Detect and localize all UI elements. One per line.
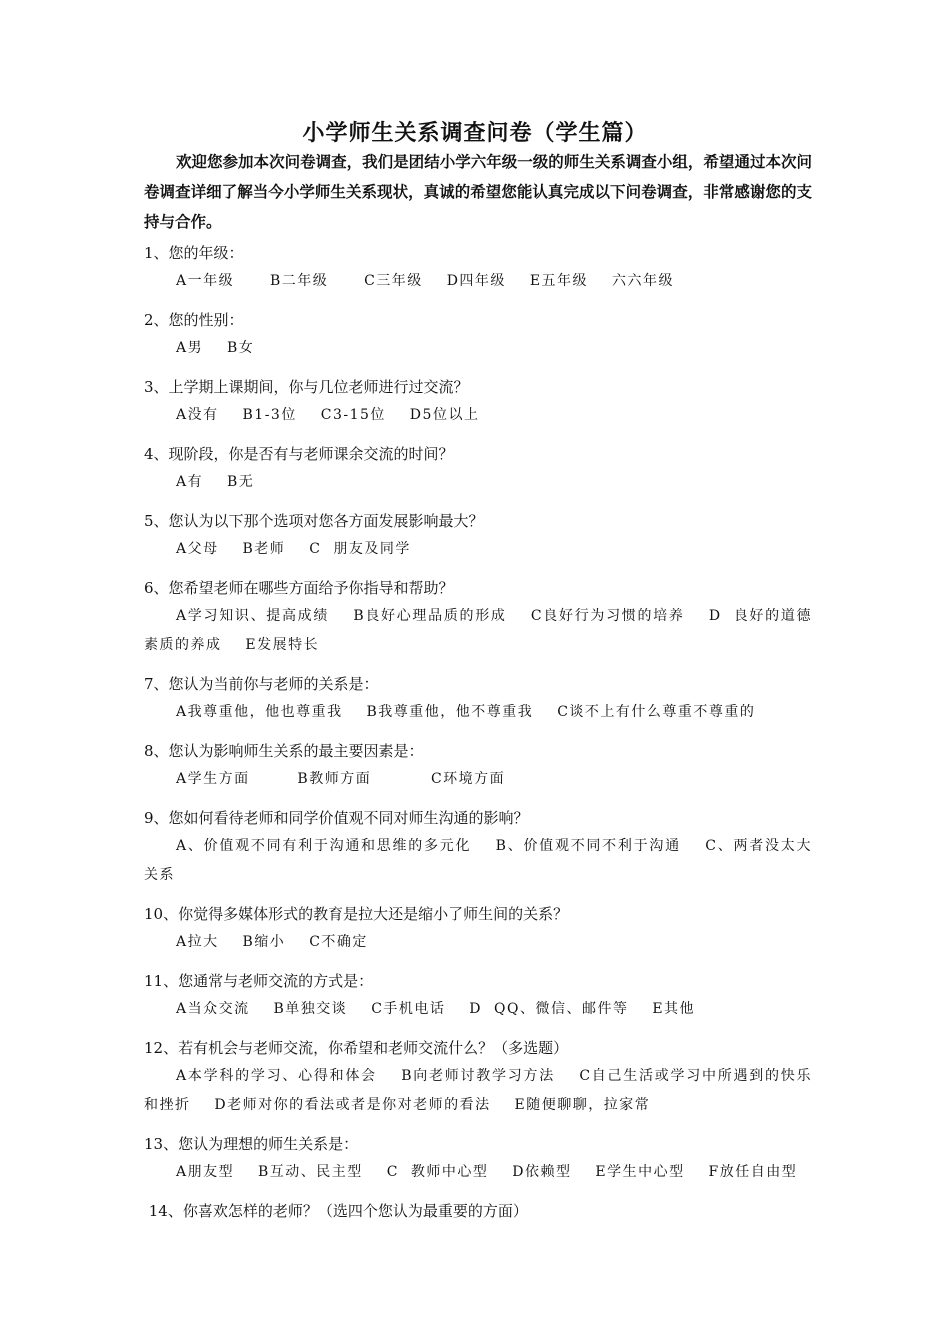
question-item (144, 507, 812, 564)
question-options: A本学科的学习、心得和体会 B向老师讨教学习方法 C自己生活或学习中所遇到的快乐和挫折 D老师对你的看法或者是你对老师的看法 E随便聊聊，拉家常 (144, 1068, 812, 1113)
question-text: 9、您如何看待老师和同学价值观不同对师生沟通的影响？ (144, 809, 529, 827)
question-options: A朋友型 B互动、民主型 C 教师中心型 D依赖型 E学生中心型 F放任自由型 (176, 1164, 798, 1180)
question-item (144, 373, 812, 430)
question-text: 8、您认为影响师生关系的最主要因素是： (144, 742, 424, 760)
question-item (144, 1197, 812, 1225)
question-item (144, 737, 812, 794)
question-text: 3、上学期上课期间，你与几位老师进行过交流？ (144, 378, 469, 396)
question-options: A学生方面 B教师方面 C环境方面 (176, 771, 506, 787)
question-options: A当众交流 B单独交谈 C手机电话 D QQ、微信、邮件等 E其他 (176, 1001, 696, 1017)
question-item (144, 574, 812, 660)
question-text: 11、您通常与老师交流的方式是： (144, 972, 374, 990)
question-options: A一年级 B二年级 C三年级 D四年级 E五年级 六六年级 (176, 273, 674, 289)
question-text: 6、您希望老师在哪些方面给予你指导和帮助？ (144, 579, 454, 597)
question-item (144, 1130, 812, 1187)
question-list (144, 239, 812, 1235)
question-options: A、价值观不同有利于沟通和思维的多元化 B、价值观不同不利于沟通 C、两者没太大关系 (144, 838, 812, 883)
question-item (144, 967, 812, 1024)
question-text: 10、你觉得多媒体形式的教育是拉大还是缩小了师生间的关系？ (144, 905, 569, 923)
document-title: 小学师生关系调查问卷（学生篇） (302, 121, 648, 146)
question-options: A父母 B老师 C 朋友及同学 (176, 541, 411, 557)
question-item (144, 1034, 812, 1120)
question-options: A有 B无 (176, 474, 255, 490)
question-item (144, 239, 812, 296)
question-text: 5、您认为以下那个选项对您各方面发展影响最大？ (144, 512, 484, 530)
question-text: 7、您认为当前你与老师的关系是： (144, 675, 379, 693)
question-text: 12、若有机会与老师交流，你希望和老师交流什么？（多选题） (144, 1039, 569, 1057)
question-text: 4、现阶段，你是否有与老师课余交流的时间？ (144, 445, 454, 463)
question-text: 14、你喜欢怎样的老师？（选四个您认为最重要的方面） (144, 1202, 528, 1220)
question-options: A没有 B1-3位 C3-15位 D5位以上 (176, 407, 480, 423)
question-options: A拉大 B缩小 C不确定 (176, 934, 368, 950)
question-item (144, 440, 812, 497)
question-text: 2、您的性别： (144, 311, 244, 329)
intro-paragraph: 欢迎您参加本次问卷调查，我们是团结小学六年级一级的师生关系调查小组，希望通过本次问卷调查详细了解当今小学师生关系现状，真诚的希望您能认真完成以下问卷调查，非常感谢您的支持与合作。 (144, 153, 812, 231)
question-item (144, 306, 812, 363)
question-item (144, 804, 812, 890)
question-options: A男 B女 (176, 340, 255, 356)
question-text: 13、您认为理想的师生关系是： (144, 1135, 359, 1153)
question-text: 1、您的年级： (144, 244, 244, 262)
question-options: A学习知识、提高成绩 B良好心理品质的形成 C良好行为习惯的培养 D 良好的道德素质的养成 E发展特长 (144, 608, 812, 653)
question-item (144, 670, 812, 727)
question-options: A我尊重他，他也尊重我 B我尊重他，他不尊重我 C谈不上有什么尊重不尊重的 (176, 704, 756, 720)
question-item (144, 900, 812, 957)
